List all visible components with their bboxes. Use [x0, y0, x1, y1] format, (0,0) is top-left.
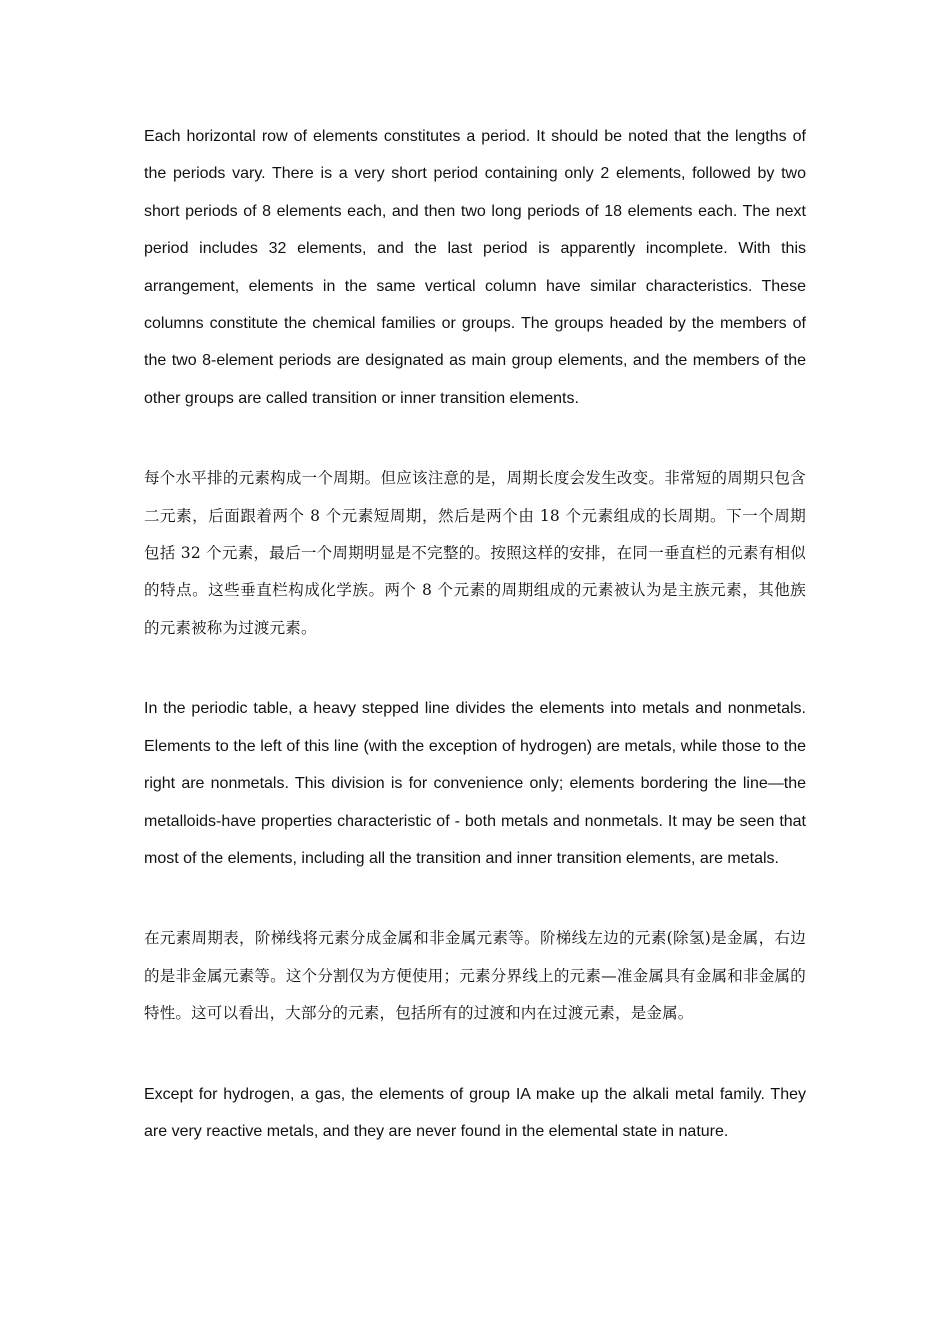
paragraph-english-metals: In the periodic table, a heavy stepped line divides the elements into metals and nonmetals. Elements to the left of this line (with the exception of hydrogen) are metals, while those to the right are nonmetals. This division is for convenience only; elements bordering the line—the metalloids-have properties characteristic of - both metals and nonmetals. It may be seen that most of the elements, including all the transition and inner transition elements, are metals. — [144, 700, 806, 867]
paragraph-chinese-periods: 每个水平排的元素构成一个周期。但应该注意的是，周期长度会发生改变。非常短的周期只包含二元素，后面跟着两个 8 个元素短周期，然后是两个由 18 个元素组成的长周期。下一个周期包括 32 个元素，最后一个周期明显是不完整的。按照这样的安排，在同一垂直栏的元素有相似的特点。这些垂直栏构成化学族。两个 8 个元素的周期组成的元素被认为是主族元素，其他族的元素被称为过渡元素。 — [144, 469, 806, 637]
paragraph-english-periods: Each horizontal row of elements constitutes a period. It should be noted that the lengths of the periods vary. There is a very short period containing only 2 elements, followed by two short periods of 8 elements each, and then two long periods of 18 elements each. The next period includes 32 elements, and the last period is apparently incomplete. With this arrangement, elements in the same vertical column have similar characteristics. These columns constitute the chemical families or groups. The groups headed by the members of the two 8-element periods are designated as main group elements, and the members of the other groups are called transition or inner transition elements. — [144, 128, 806, 407]
paragraph-chinese-metals: 在元素周期表，阶梯线将元素分成金属和非金属元素等。阶梯线左边的元素(除氢)是金属，右边的是非金属元素等。这个分割仅为方便使用；元素分界线上的元素—准金属具有金属和非金属的特性。这可以看出，大部分的元素，包括所有的过渡和内在过渡元素，是金属。 — [144, 929, 806, 1023]
document-page — [144, 118, 806, 1150]
paragraph-english-alkali: Except for hydrogen, a gas, the elements of group IA make up the alkali metal family. They are very reactive metals, and they are never found in the elemental state in nature. — [144, 1085, 806, 1140]
